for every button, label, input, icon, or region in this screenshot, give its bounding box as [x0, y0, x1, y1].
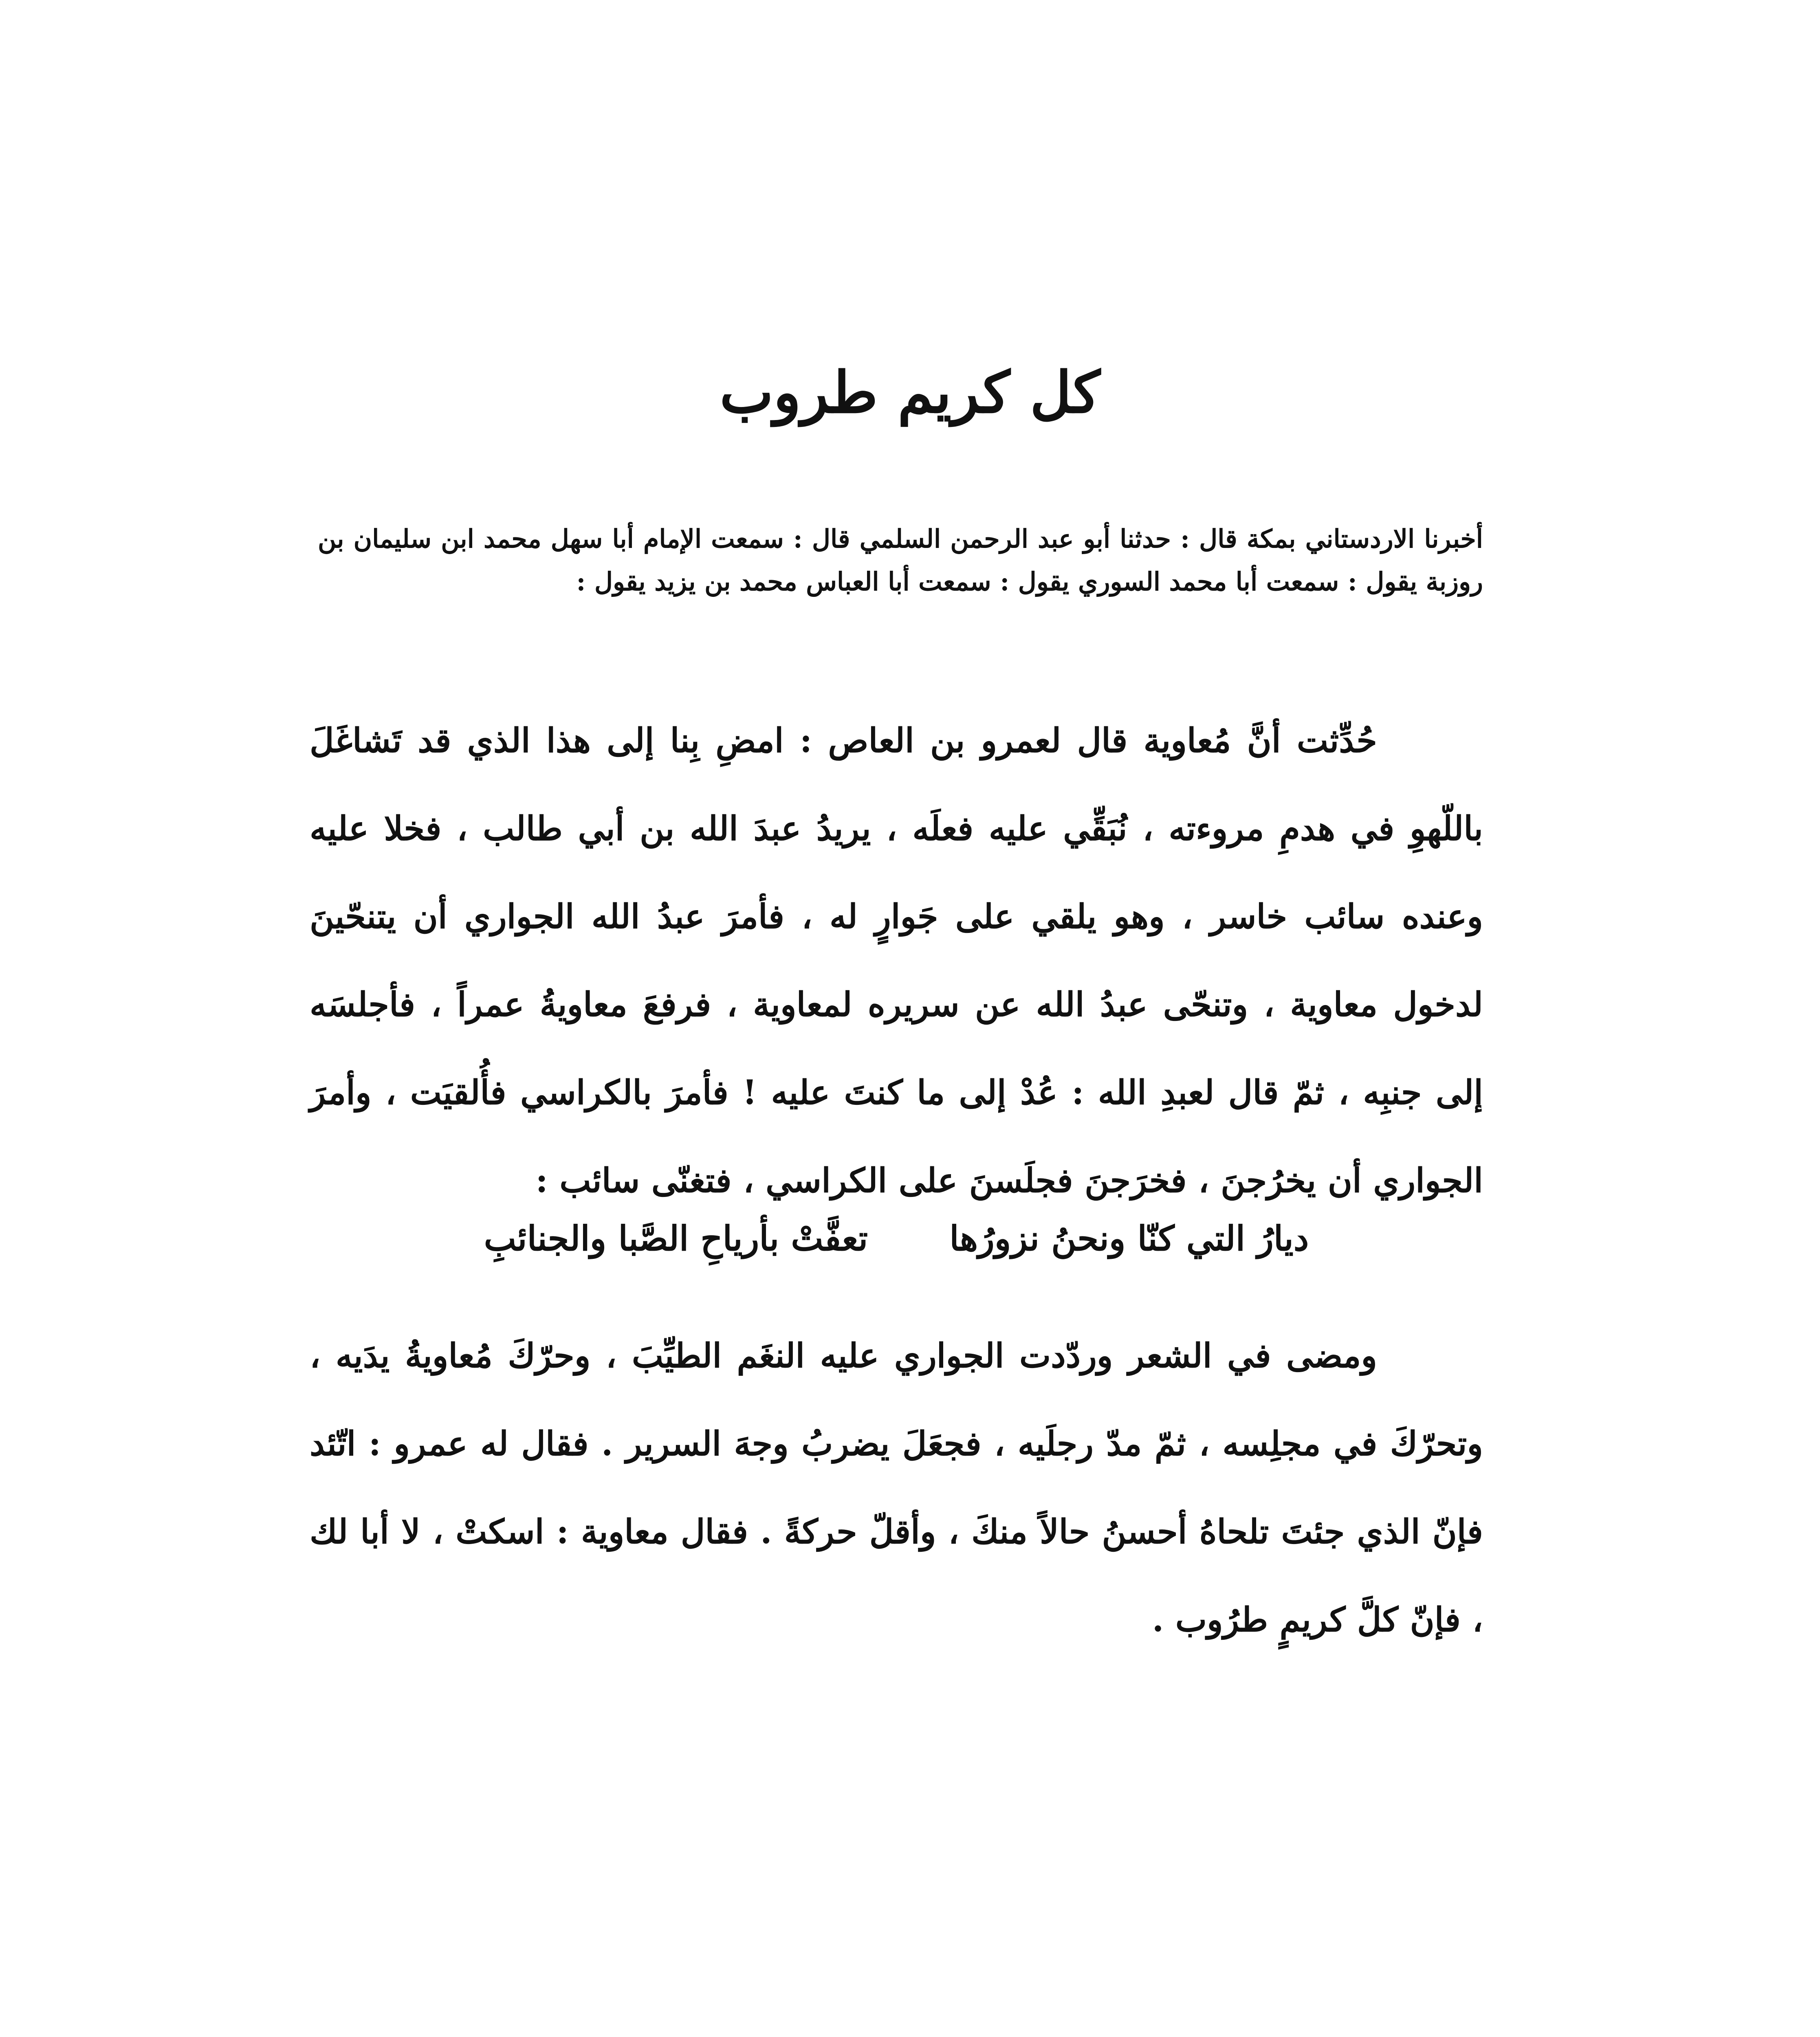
narrative-paragraph-2: ومضى في الشعر وردّدت الجواري عليه النغَم الطيِّبَ ، وحرّكَ مُعاويةُ يدَيه ، وتحرّكَ في مجلِسه ، ثمّ مدّ رجلَيه ، فجعَلَ يضربُ وجهَ السرير . فقال له عمرو : اتّئد فإنّ الذي جئتَ تلحاهُ أحسنُ حالاً منكَ ، وأقلّ حركةً . فقال معاوية : اسكتْ ، لا أبا لك ، فإنّ كلَّ كريمٍ طرُوب .	[310, 1336, 1483, 1639]
narrative-paragraph-1: حُدِّثت أنَّ مُعاوية قال لعمرو بن العاص : امضِ بِنا إلى هذا الذي قد تَشاغَلَ باللّهوِ في هدمِ مروءته ، نُبَقِّي عليه فعلَه ، يريدُ عبدَ الله بن أبي طالب ، فخلا عليه وعنده سائب خاسر ، وهو يلقي على جَوارٍ له ، فأمرَ عبدُ الله الجواري أن يتنحّينَ لدخول معاوية ، وتنحّى عبدُ الله عن سريره لمعاوية ، فرفعَ معاويةُ عمراً ، فأجلسَه إلى جنبِه ، ثمّ قال لعبدِ الله : عُدْ إلى ما كنتَ عليه ! فأمرَ بالكراسي فأُلقيَت ، وأمرَ الجواري أن يخرُجنَ ، فخرَجنَ فجلَسنَ على الكراسي ، فتغنّى سائب :	[310, 721, 1483, 1200]
verse-first-hemistich: ديارُ التي كنّا ونحنُ نزورُها	[949, 1218, 1309, 1258]
verse-second-hemistich: تعفَّتْ بأرياحِ الصَّبا والجنائبِ	[484, 1218, 868, 1258]
poetry-verse	[310, 1198, 1483, 1279]
chapter-title: كل كريم طروب	[720, 359, 1100, 426]
isnad-chain-of-narration: أخبرنا الاردستاني بمكة قال : حدثنا أبو عبد الرحمن السلمي قال : سمعت الإمام أبا سهل محمد ابن سليمان بن روزبة يقول : سمعت أبا محمد السوري يقول : سمعت أبا العباس محمد بن يزيد يقول :	[318, 524, 1483, 596]
